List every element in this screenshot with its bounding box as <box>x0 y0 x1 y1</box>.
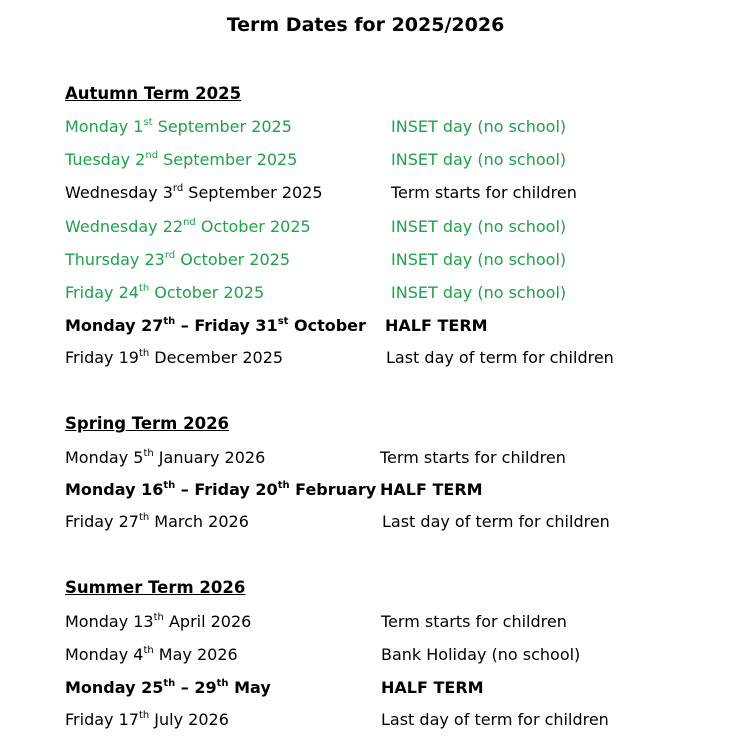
event-cell: Last day of term for children <box>382 512 610 531</box>
date-cell: Friday 17th July 2026 <box>65 710 229 729</box>
date-cell: Friday 19th December 2025 <box>65 348 284 367</box>
event-cell: HALF TERM <box>380 480 483 499</box>
event-cell: INSET day (no school) <box>391 117 567 136</box>
event-cell: Bank Holiday (no school) <box>381 645 581 664</box>
event-cell: Term starts for children <box>391 183 577 202</box>
event-cell: Last day of term for children <box>381 710 609 729</box>
page-title: Term Dates for 2025/2026 <box>226 14 505 36</box>
event-cell: Last day of term for children <box>386 348 614 367</box>
date-cell: Friday 27th March 2026 <box>65 512 249 531</box>
date-cell: Wednesday 3rd September 2025 <box>65 183 323 202</box>
date-cell: Monday 25th – 29th May <box>65 678 271 697</box>
date-cell: Thursday 23rd October 2025 <box>65 250 291 269</box>
event-cell: HALF TERM <box>385 316 488 335</box>
event-cell: INSET day (no school) <box>391 217 567 236</box>
summer-heading: Summer Term 2026 <box>65 578 246 597</box>
event-cell: INSET day (no school) <box>391 150 567 169</box>
event-cell: INSET day (no school) <box>391 250 567 269</box>
date-cell: Monday 16th – Friday 20th February <box>65 480 377 499</box>
spring-heading: Spring Term 2026 <box>65 414 230 433</box>
date-cell: Monday 5th January 2026 <box>65 448 266 467</box>
date-cell: Monday 1st September 2025 <box>65 117 292 136</box>
autumn-heading: Autumn Term 2025 <box>65 84 242 103</box>
date-cell: Tuesday 2nd September 2025 <box>65 150 298 169</box>
date-cell: Monday 13th April 2026 <box>65 612 252 631</box>
event-cell: Term starts for children <box>381 612 567 631</box>
event-cell: HALF TERM <box>381 678 484 697</box>
date-cell: Friday 24th October 2025 <box>65 283 265 302</box>
event-cell: INSET day (no school) <box>391 283 567 302</box>
date-cell: Monday 27th – Friday 31st October <box>65 316 366 335</box>
event-cell: Term starts for children <box>380 448 566 467</box>
date-cell: Wednesday 22nd October 2025 <box>65 217 311 236</box>
date-cell: Monday 4th May 2026 <box>65 645 238 664</box>
